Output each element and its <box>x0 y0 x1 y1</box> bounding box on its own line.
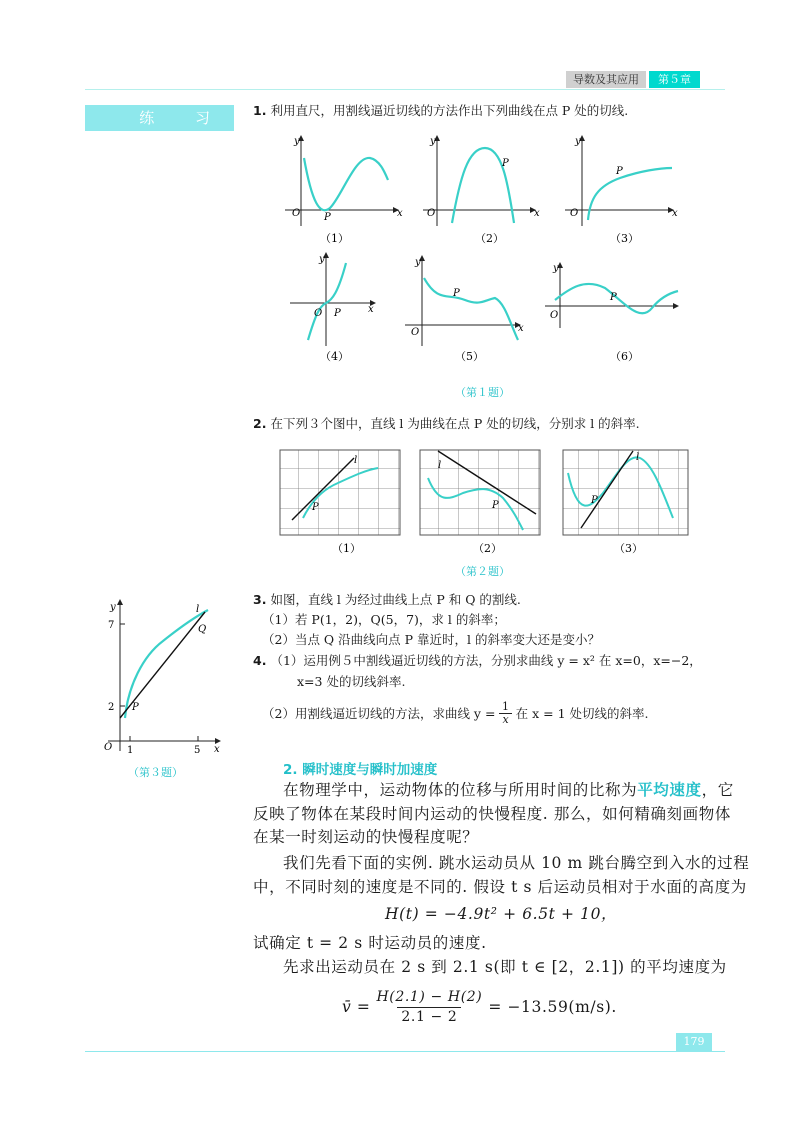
q2-figures <box>278 448 690 560</box>
q2-fig2 <box>420 450 540 535</box>
p-label: P <box>591 495 598 506</box>
q4-sub1-text: （1）运用例５中割线逼近切线的方法，分别求曲线 y = x² 在 x=0，x=−2， <box>270 653 702 668</box>
q3-y7: 7 <box>108 620 115 631</box>
q2-figure-caption: （第２题） <box>455 565 510 578</box>
origin-label: O <box>314 308 323 319</box>
header-rule <box>85 89 725 90</box>
p1-text-a: 在物理学中，运动物体的位移与所用时间的比称为 <box>283 781 638 799</box>
formula2-num: H(2.1) − H(2) <box>376 989 483 1005</box>
q3-sub2: （2）当点 Q 沿曲线向点 P 靠近时，l 的斜率变大还是变小？ <box>262 632 600 647</box>
paragraph-1-line-1 <box>283 778 734 802</box>
q1-figure-caption: （第１题） <box>455 386 510 399</box>
paragraph-1-line-2: 反映了物体在某段时间内运动的快慢程度. 那么，如何精确刻画物体 <box>253 805 731 823</box>
p1-text-b: ，它 <box>701 781 734 799</box>
formula-height: H(t) = −4.9t² + 6.5t + 10， <box>385 905 618 923</box>
x-label: x <box>397 208 403 219</box>
l-label: l <box>636 452 640 463</box>
y-label: y <box>553 263 559 274</box>
chapter-title: 导数及其应用 <box>566 71 646 88</box>
q1-sub2: （2） <box>475 232 504 245</box>
q2-sub3: （3） <box>614 542 643 555</box>
q3-figure-caption: （第３题） <box>128 766 183 779</box>
q3-y-label: y <box>110 602 116 613</box>
origin-label: O <box>411 327 420 338</box>
formula-average-velocity <box>342 988 617 1027</box>
chapter-header <box>566 71 700 88</box>
q2-number: 2. <box>253 416 267 431</box>
q3-x5: 5 <box>194 745 201 756</box>
q2-sub2: （2） <box>473 542 502 555</box>
q1-fig6 <box>545 263 678 328</box>
q2-fig3 <box>563 450 688 535</box>
q1-fig5 <box>405 256 524 346</box>
y-label: y <box>430 136 436 147</box>
y-label: y <box>575 136 581 147</box>
paragraph-2-line-1: 我们先看下面的实例. 跳水运动员从 10 m 跳台腾空到入水的过程 <box>283 854 750 872</box>
l-label: l <box>438 460 442 471</box>
q1-sub3: （3） <box>610 232 639 245</box>
q3-figure <box>98 596 224 756</box>
paragraph-2-line-2: 中，不同时刻的速度是不同的. 假设 t s 后运动员相对于水面的高度为 <box>253 878 747 896</box>
q1-fig1 <box>285 136 403 226</box>
q1-sub1: （1） <box>320 232 349 245</box>
curve <box>424 278 518 340</box>
q2-sub1: （1） <box>332 542 361 555</box>
paragraph-3: 试确定 t = 2 s 时运动员的速度. <box>253 934 487 952</box>
q1-sub5: （5） <box>455 350 484 363</box>
curve <box>308 263 346 340</box>
q3-q-label: Q <box>198 624 207 635</box>
q3-number: 3. <box>253 592 267 607</box>
q3-y2: 2 <box>108 702 115 713</box>
origin-label: O <box>427 208 436 219</box>
origin-label: O <box>570 208 579 219</box>
term-average-speed: 平均速度 <box>637 780 702 799</box>
p-label: P <box>453 288 460 299</box>
formula2-lhs: v̄ = <box>342 998 371 1016</box>
p-label: P <box>312 502 319 513</box>
q4-sub2-prefix: （2）用割线逼近切线的方法，求曲线 y = <box>262 705 496 721</box>
formula2-den: 2.1 − 2 <box>397 1007 461 1027</box>
y-label: y <box>415 257 421 268</box>
p-label: P <box>502 158 509 169</box>
section-title: 2. 瞬时速度与瞬时加速度 <box>283 762 438 778</box>
p-label: P <box>492 500 499 511</box>
paragraph-1-line-3: 在某一时刻运动的快慢程度呢？ <box>253 828 479 846</box>
q2-text <box>253 415 640 433</box>
x-label: x <box>534 208 540 219</box>
footer-rule <box>85 1051 725 1052</box>
p-label: P <box>324 212 331 223</box>
q4-frac-num: 1 <box>502 700 510 713</box>
p-label: P <box>610 292 617 303</box>
q4-sub2-suffix: 在 x = 1 处切线的斜率. <box>515 705 649 721</box>
q3-x1: 1 <box>127 745 134 756</box>
origin-label: O <box>550 310 559 321</box>
q1-fig4 <box>290 253 375 346</box>
q3-p-label: P <box>132 702 139 713</box>
q3-l-label: l <box>196 604 200 615</box>
q1-fig3 <box>565 136 678 226</box>
q4-sub2 <box>262 701 649 726</box>
exercise-label: 练 习 <box>85 105 234 131</box>
q1-statement: 利用直尺，用割线逼近切线的方法作出下列曲线在点 P 处的切线. <box>270 103 629 118</box>
curve <box>588 168 672 220</box>
y-label: y <box>319 254 325 265</box>
q3-text <box>253 591 521 609</box>
x-label: x <box>368 304 374 315</box>
y-label: y <box>294 136 300 147</box>
q1-figures <box>280 128 700 378</box>
q1-sub6: （6） <box>610 350 639 363</box>
q4-fraction <box>499 701 511 726</box>
q3-x-label: x <box>214 744 220 755</box>
q3-statement: 如图，直线 l 为经过曲线上点 P 和 Q 的割线. <box>270 592 521 607</box>
q2-statement: 在下列３个图中，直线 l 为曲线在点 P 处的切线，分别求 l 的斜率. <box>270 416 640 431</box>
q1-number: 1. <box>253 103 267 118</box>
formula2-fraction <box>376 988 482 1027</box>
chapter-number: 第５章 <box>649 71 700 88</box>
p-label: P <box>334 308 341 319</box>
page-number: 179 <box>676 1033 712 1051</box>
q3-sub1: （1）若 P(1，2)，Q(5，7)，求 l 的斜率； <box>262 612 506 627</box>
p-label: P <box>616 166 623 177</box>
q4-sub1-line1 <box>253 652 702 670</box>
q3-origin-label: O <box>104 742 113 753</box>
paragraph-4: 先求出运动员在 2 s 到 2.1 s(即 t ∈ [2，2.1]) 的平均速度为 <box>283 958 727 976</box>
curve <box>304 158 388 210</box>
x-label: x <box>672 208 678 219</box>
formula2-rhs: = −13.59(m/s). <box>488 998 617 1016</box>
x-label: x <box>518 323 524 334</box>
q2-fig1 <box>280 450 400 535</box>
l-label: l <box>354 455 358 466</box>
q1-sub4: （4） <box>320 350 349 363</box>
q1-text <box>253 102 628 120</box>
q4-frac-den: x <box>499 713 511 726</box>
q1-fig2 <box>423 136 540 226</box>
q4-number: 4. <box>253 653 267 668</box>
origin-label: O <box>292 208 301 219</box>
q4-sub1-line2: x=3 处的切线斜率. <box>297 674 406 689</box>
